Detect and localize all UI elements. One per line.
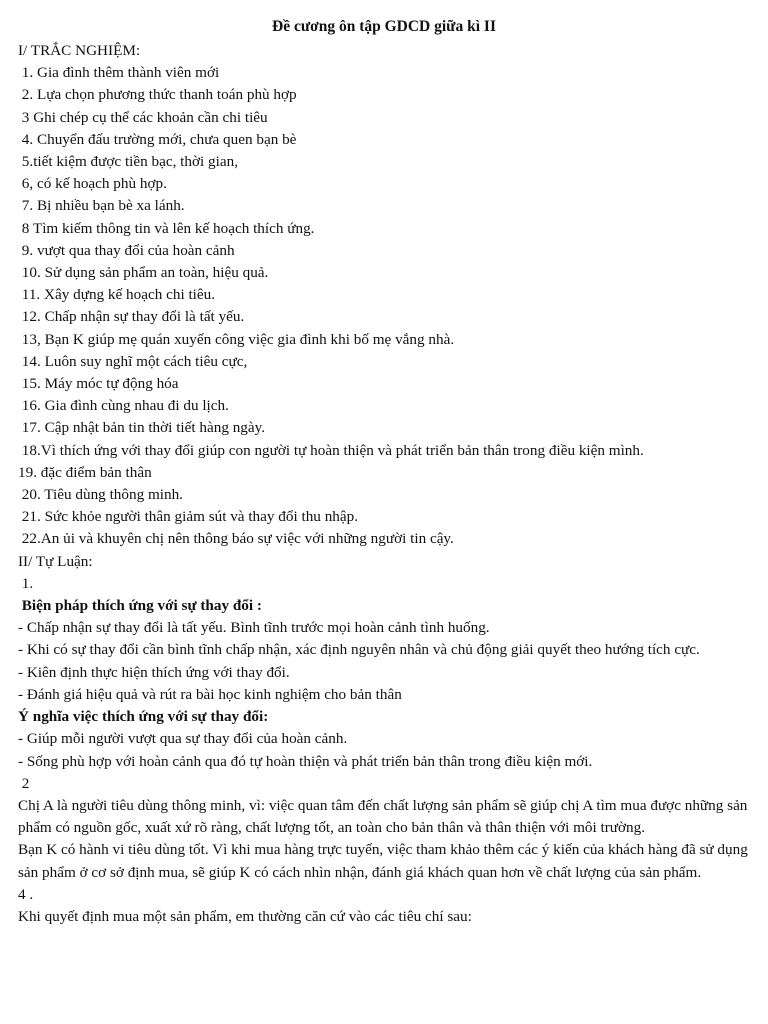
question-2-paragraph: Bạn K có hành vi tiêu dùng tốt. Vì khi mua hàng trực tuyến, việc tham khảo thêm các ý kiến của khách hàng đã sử dụng sản phẩm ở cơ sở định mua, sẽ giúp K có cách nhìn nhận, đánh giá khách quan hơn về chất lượng của sản phẩm.	[18, 841, 748, 881]
question-2-number: 2	[18, 774, 30, 792]
question-2-paragraph: Chị A là người tiêu dùng thông minh, vì: việc quan tâm đến chất lượng sản phẩm sẽ giúp chị A tìm mua được những sản phẩm có nguồn gốc, xuất xứ rõ ràng, chất lượng tốt, an toàn cho bản thân và thân thiện với môi trường.	[18, 796, 748, 837]
measure-item: - Khi có sự thay đổi cần bình tĩnh chấp nhận, xác định nguyên nhân và chủ động giải quyết theo hướng tích cực.	[18, 641, 700, 659]
section-1-heading: I/ TRẮC NGHIỆM:	[18, 42, 141, 59]
document-page	[18, 16, 750, 928]
answer-item: 21. Sức khỏe người thân giảm sút và thay đổi thu nhập.	[18, 508, 359, 526]
answer-item: 18.Vì thích ứng với thay đổi giúp con người tự hoàn thiện và phát triển bản thân trong điều kiện mình.	[18, 441, 644, 459]
answer-item: 11. Xây dựng kế hoạch chi tiêu.	[18, 286, 216, 304]
answer-item: 6, có kế hoạch phù hợp.	[18, 175, 167, 193]
section-2-heading: II/ Tự Luận:	[18, 552, 93, 570]
answer-item: 7. Bị nhiều bạn bè xa lánh.	[18, 197, 185, 215]
meaning-item: - Giúp mỗi người vượt qua sự thay đổi của hoàn cảnh.	[18, 730, 348, 748]
answer-item: 8 Tìm kiếm thông tin và lên kế hoạch thích ứng.	[18, 219, 315, 237]
meaning-heading: Ý nghĩa việc thích ứng với sự thay đổi:	[18, 708, 269, 726]
meaning-item: - Sống phù hợp với hoàn cảnh qua đó tự hoàn thiện và phát triển bản thân trong điều kiện mới.	[18, 752, 593, 770]
measures-heading: Biện pháp thích ứng với sự thay đổi :	[18, 597, 262, 615]
measure-item: - Kiên định thực hiện thích ứng với thay đổi.	[18, 663, 290, 681]
answer-item: 20. Tiêu dùng thông minh.	[18, 486, 183, 504]
multiple-choice-answers	[18, 62, 750, 550]
answer-item: 16. Gia đình cùng nhau đi du lịch.	[18, 397, 229, 415]
answer-item: 4. Chuyển đấu trường mới, chưa quen bạn bè	[18, 130, 297, 148]
answer-item: 5.tiết kiệm được tiền bạc, thời gian,	[18, 153, 238, 171]
question-4-number: 4 .	[18, 885, 34, 903]
answer-item: 2. Lựa chọn phương thức thanh toán phù hợp	[18, 86, 297, 104]
measure-item: - Đánh giá hiệu quả và rút ra bài học kinh nghiệm cho bản thân	[18, 685, 402, 703]
answer-item: 22.An ủi và khuyên chị nên thông báo sự việc với những người tin cậy.	[18, 530, 454, 548]
answer-item: 9. vượt qua thay đổi của hoàn cảnh	[18, 241, 235, 259]
answer-item: 13, Bạn K giúp mẹ quán xuyến công việc gia đình khi bố mẹ vắng nhà.	[18, 330, 455, 348]
answer-item: 14. Luôn suy nghĩ một cách tiêu cực,	[18, 352, 248, 370]
question-1-number: 1.	[18, 574, 34, 592]
measure-item: - Chấp nhận sự thay đổi là tất yếu. Bình tĩnh trước mọi hoàn cảnh tình huống.	[18, 619, 490, 637]
answer-item: 1. Gia đình thêm thành viên mới	[18, 64, 220, 82]
document-title: Đề cương ôn tập GDCD giữa kì II	[272, 18, 496, 35]
question-4-text: Khi quyết định mua một sản phẩm, em thường căn cứ vào các tiêu chí sau:	[18, 907, 472, 925]
answer-item: 15. Máy móc tự động hóa	[18, 375, 179, 393]
answer-item: 19. đặc điểm bản thân	[18, 463, 152, 481]
answer-item: 12. Chấp nhận sự thay đổi là tất yếu.	[18, 308, 245, 326]
answer-item: 10. Sử dụng sản phẩm an toàn, hiệu quả.	[18, 264, 269, 282]
answer-item: 3 Ghi chép cụ thể các khoản cần chi tiêu	[18, 108, 268, 126]
answer-item: 17. Cập nhật bản tin thời tiết hàng ngày.	[18, 419, 266, 437]
